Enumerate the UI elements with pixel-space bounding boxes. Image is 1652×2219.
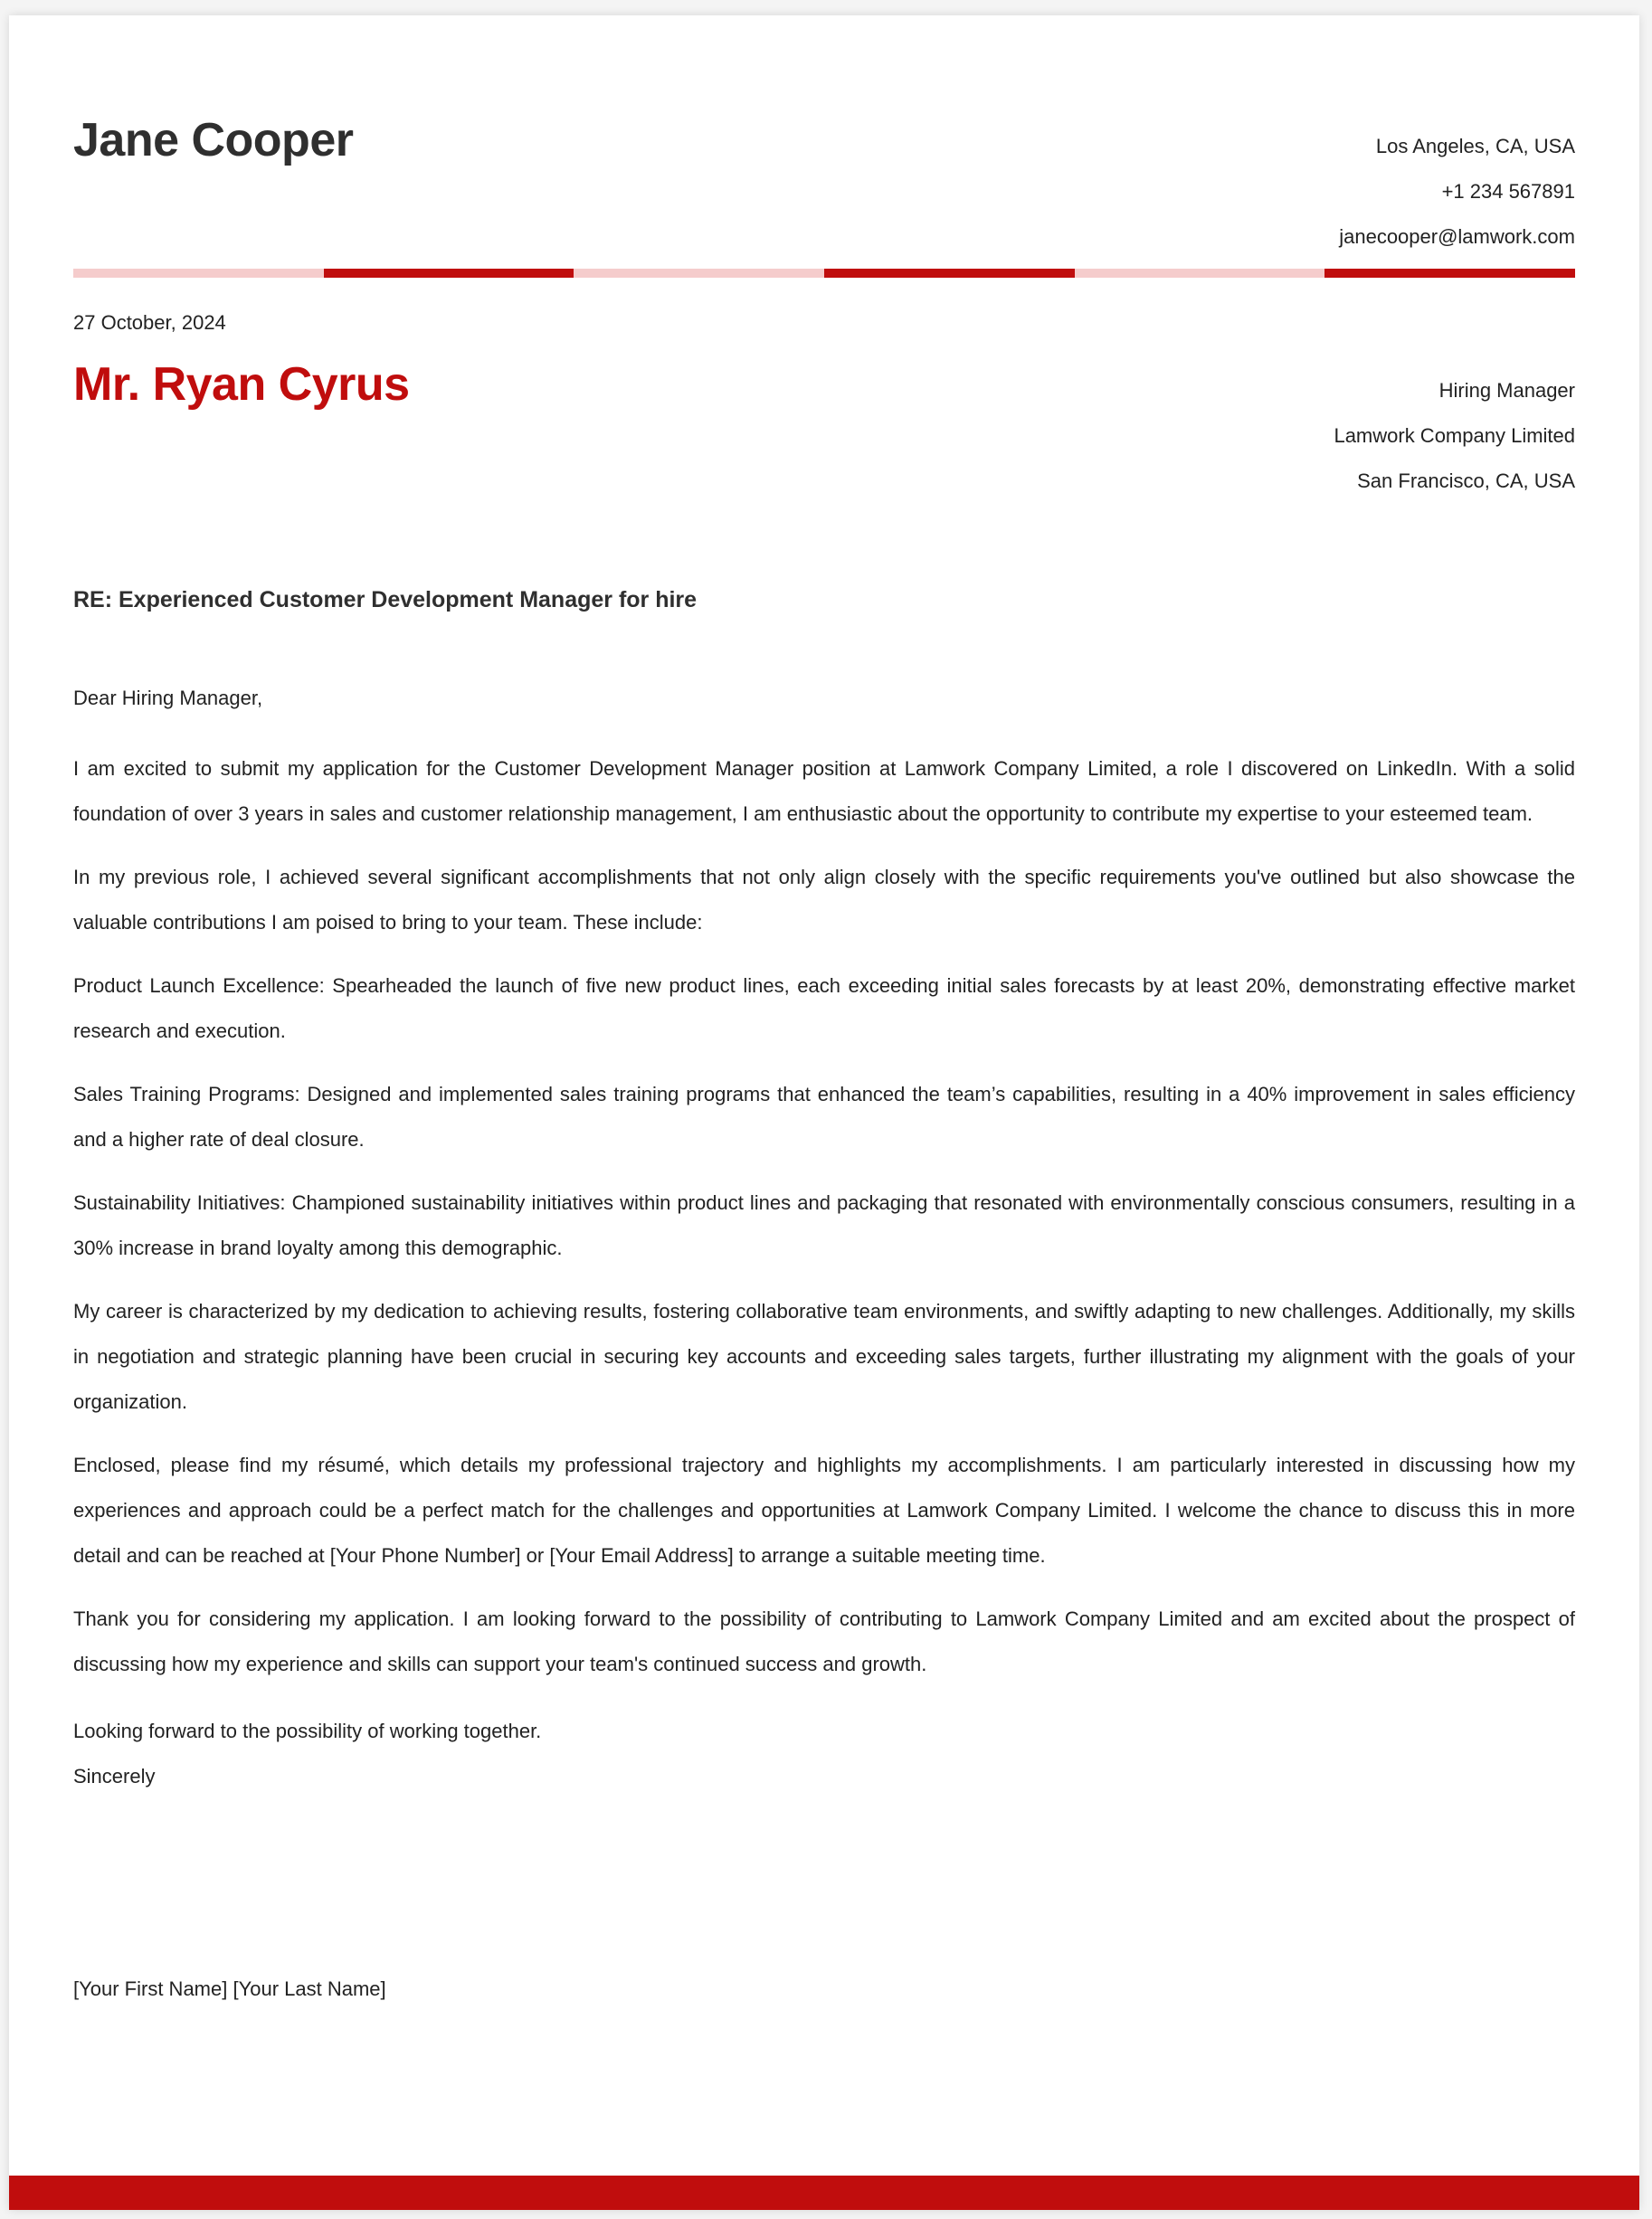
letter-body [73,746,1575,1705]
letter-date: 27 October, 2024 [73,311,226,334]
letter-closing [73,1709,541,1799]
body-paragraph: Enclosed, please find my résumé, which details my professional trajectory and highlights my accomplishments. I am particularly interested in discussing how my experiences and approach could be a perfect match for the challenges and opportunities at Lamwork Company Limited. I welcome the chance to discuss this in more detail and can be reached at [Your Phone Number] or [Your Email Address] to arrange a suitable meeting time. [73,1454,1575,1567]
header-divider [73,269,1575,278]
recipient-company: Lamwork Company Limited [1334,424,1575,447]
recipient-name: Mr. Ryan Cyrus [73,358,410,411]
divider-segment [574,269,824,278]
body-paragraph: Sustainability Initiatives: Championed sustainability initiatives within product lines and packaging that resonated with environmentally conscious consumers, resulting in a 30% increase in brand loyalty among this demographic. [73,1191,1575,1259]
signature-name: [Your First Name] [Your Last Name] [73,1977,386,2000]
divider-segment [824,269,1075,278]
sender-location: Los Angeles, CA, USA [1375,135,1575,157]
closing-line: Looking forward to the possibility of working together. [73,1720,542,1742]
sender-phone: +1 234 567891 [1441,180,1575,203]
body-paragraph: Product Launch Excellence: Spearheaded the launch of five new product lines, each exceeding initial sales forecasts by at least 20%, demonstrating effective market research and execution. [73,974,1575,1042]
footer-bar [9,2176,1639,2210]
body-paragraph: Sales Training Programs: Designed and implemented sales training programs that enhanced the team’s capabilities, resulting in a 40% improvement in sales efficiency and a higher rate of deal closure. [73,1083,1575,1151]
sender-contact [1339,124,1575,260]
recipient-location: San Francisco, CA, USA [1357,469,1575,492]
letter-subject: RE: Experienced Customer Development Manager for hire [73,587,698,612]
sender-name: Jane Cooper [73,114,354,166]
sender-email: janecooper@lamwork.com [1339,225,1575,248]
body-paragraph: In my previous role, I achieved several significant accomplishments that not only align closely with the specific requirements you've outlined but also showcase the valuable contributions I am poised to bring to your team. These include: [73,866,1575,934]
body-paragraph: I am excited to submit my application for the Customer Development Manager position at Lamwork Company Limited, a role I discovered on LinkedIn. With a solid foundation of over 3 years in sales and customer relationship management, I am enthusiastic about the opportunity to contribute my expertise to your esteemed team. [73,757,1575,825]
sign-off: Sincerely [73,1765,156,1788]
letter-page [9,15,1639,2210]
divider-segment [1324,269,1575,278]
body-paragraph: Thank you for considering my application. I am looking forward to the possibility of contributing to Lamwork Company Limited and am excited about the prospect of discussing how my experience and skills can support your team's continued success and growth. [73,1607,1575,1675]
recipient-info [1334,368,1575,504]
divider-segment [324,269,574,278]
divider-segment [1075,269,1325,278]
letter-salutation: Dear Hiring Manager, [73,687,263,709]
divider-segment [73,269,324,278]
recipient-title: Hiring Manager [1438,379,1575,402]
body-paragraph: My career is characterized by my dedication to achieving results, fostering collaborative team environments, and swiftly adapting to new challenges. Additionally, my skills in negotiation and strategic planning have been crucial in securing key accounts and exceeding sales targets, further illustrating my alignment with the goals of your organization. [73,1300,1575,1413]
